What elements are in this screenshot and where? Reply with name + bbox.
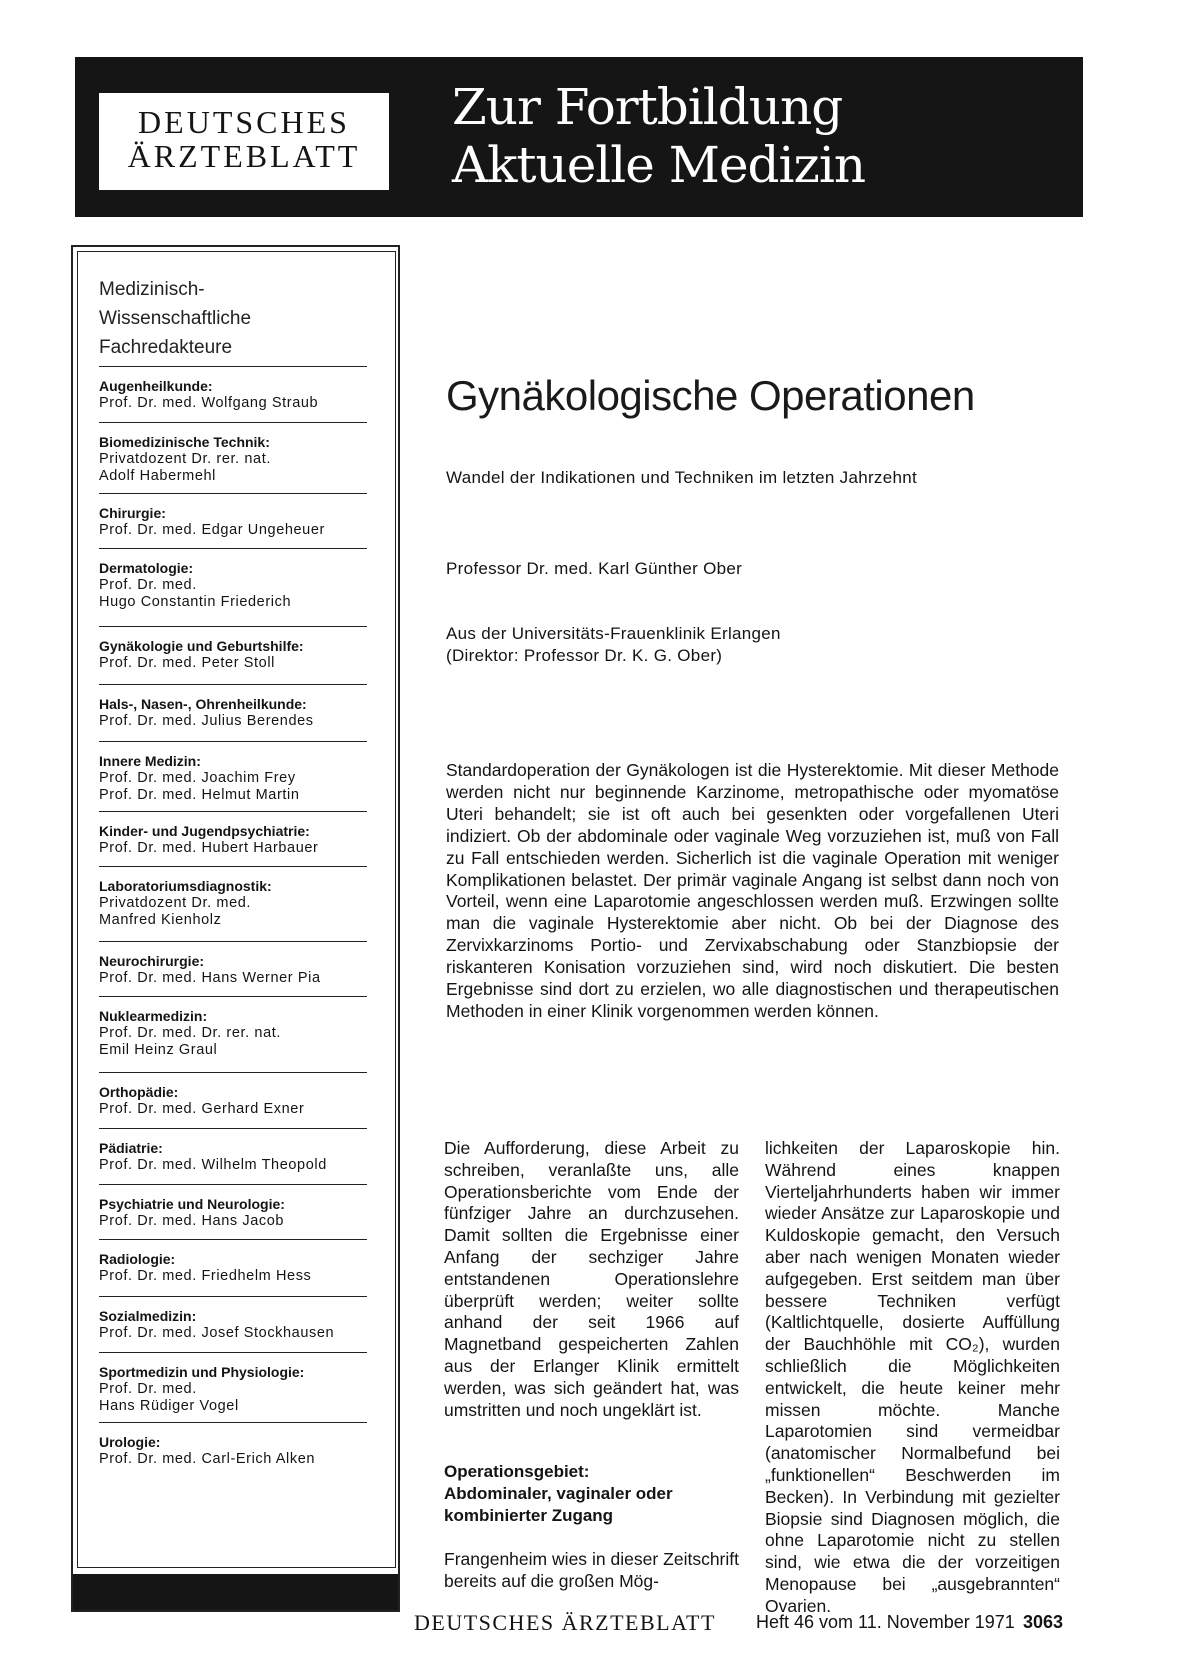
specialty-label: Orthopädie: [99, 1084, 179, 1100]
editor-name-line: Prof. Dr. med. Wilhelm Theopold [99, 1157, 327, 1173]
editor-name-line: Prof. Dr. med. Julius Berendes [99, 713, 314, 729]
editor-section [99, 1352, 367, 1415]
section-divider [99, 1296, 367, 1297]
specialty-label: Dermatologie: [99, 560, 194, 576]
specialty-label: Kinder- und Jugendpsychiatrie: [99, 823, 310, 839]
section-divider [99, 1072, 367, 1073]
heading-line: Operationsgebiet: [444, 1462, 590, 1482]
section-divider [99, 422, 367, 423]
section-divider [99, 941, 367, 942]
editor-name-line: Prof. Dr. med. Dr. rer. nat. [99, 1025, 281, 1041]
article-author: Professor Dr. med. Karl Günther Ober [446, 559, 743, 578]
section-divider [99, 866, 367, 867]
page-footer [0, 1610, 1178, 1640]
editor-section [99, 493, 367, 539]
editor-name-line: Prof. Dr. med. Edgar Ungeheuer [99, 522, 325, 538]
editor-name-line: Prof. Dr. med. Wolfgang Straub [99, 395, 319, 411]
specialty-label: Sportmedizin und Physiologie: [99, 1364, 305, 1380]
section-divider [99, 684, 367, 685]
editor-name-line: Prof. Dr. med. Hans Jacob [99, 1213, 285, 1229]
editor-section [99, 1422, 367, 1468]
section-divider [99, 1128, 367, 1129]
editor-section [99, 684, 367, 730]
specialty-label: Urologie: [99, 1434, 161, 1450]
section-title-2: Aktuelle Medizin [452, 136, 866, 194]
editor-name-line: Prof. Dr. med. Carl-Erich Alken [99, 1451, 316, 1467]
body-paragraph: Frangenheim wies in dieser Zeitschrift bereits auf die großen Mög- [444, 1549, 739, 1592]
editor-name-line: Hugo Constantin Friederich [99, 594, 292, 610]
section-title-1: Zur Fortbildung [452, 78, 843, 136]
specialty-label: Psychiatrie und Neurologie: [99, 1196, 285, 1212]
sidebar-title-line: Fachredakteure [99, 337, 233, 358]
editor-name-line: Emil Heinz Graul [99, 1042, 218, 1058]
editor-section [99, 1072, 367, 1118]
specialty-label: Innere Medizin: [99, 753, 201, 769]
heading-line: kombinierter Zugang [444, 1506, 614, 1526]
article-title: Gynäkologische Operationen [446, 372, 975, 419]
section-divider [99, 1239, 367, 1240]
editor-name-line: Prof. Dr. med. Hubert Harbauer [99, 840, 319, 856]
section-divider [99, 366, 367, 367]
specialty-label: Biomedizinische Technik: [99, 434, 270, 450]
editor-section [99, 366, 367, 412]
section-divider [99, 493, 367, 494]
specialty-label: Nuklearmedizin: [99, 1008, 208, 1024]
editor-section [99, 626, 367, 672]
editor-section [99, 941, 367, 987]
article-affiliation [446, 623, 781, 667]
body-column-right [765, 1138, 1060, 1618]
editor-name-line: Prof. Dr. med. Gerhard Exner [99, 1101, 305, 1117]
article-subtitle: Wandel der Indikationen und Techniken im letzten Jahrzehnt [446, 468, 918, 487]
editor-name-line: Prof. Dr. med. Peter Stoll [99, 655, 275, 671]
editor-section [99, 741, 367, 804]
section-divider [99, 996, 367, 997]
editor-section [99, 1128, 367, 1174]
specialty-label: Hals-, Nasen-, Ohrenheilkunde: [99, 696, 307, 712]
editor-name-line: Prof. Dr. med. Joachim Frey [99, 770, 296, 786]
footer-page-number: 3063 [1023, 1612, 1064, 1632]
editor-section [99, 1239, 367, 1285]
affiliation-line: Aus der Universitäts-Frauenklinik Erlangen [446, 624, 781, 643]
editor-name-line: Prof. Dr. med. Helmut Martin [99, 787, 300, 803]
editor-name-line: Prof. Dr. med. [99, 577, 197, 593]
footer-issue: Heft 46 vom 11. November 1971 [756, 1612, 1015, 1632]
editor-name-line: Adolf Habermehl [99, 468, 216, 484]
editor-section [99, 1184, 367, 1230]
specialty-label: Chirurgie: [99, 505, 166, 521]
editor-name-line: Privatdozent Dr. rer. nat. [99, 451, 271, 467]
editor-section [99, 548, 367, 611]
logo-line-2: ÄRZTEBLATT [127, 138, 361, 174]
editor-name-line: Prof. Dr. med. [99, 1381, 197, 1397]
section-heading [444, 1461, 739, 1527]
body-paragraph: Die Aufforderung, diese Arbeit zu schreiben, veranlaßte uns, alle Operationsberichte vom Ende der fünfziger Jahre an durchzusehen. Damit sollten die Ergebnisse einer Anfang der sechziger Jahre entstandenen Operationslehre überprüft werden; weiter sollte anhand der seit 1966 auf Magnetband gespeicherten Zahlen aus der Erlanger Klinik ermittelt werden, was sich geändert hat, was umstritten und noch ungeklärt ist. [444, 1138, 739, 1420]
section-divider [99, 548, 367, 549]
body-paragraph: lichkeiten der Laparoskopie hin. Während eines knappen Vierteljahrhunderts haben wir immer wieder Ansätze zur Laparoskopie und Kuldoskopie gemacht, den Versuch aber nach wenigen Monaten wieder aufgegeben. Erst seitdem man über bessere Techniken verfügt (Kaltlichtquelle, dosierte Auffüllung der Bauchhöhle mit CO₂), wurden schließlich die Möglichkeiten entwickelt, die heute keiner mehr missen möchte. Manche Laparotomien sind vermeidbar (anatomischer Normalbefund bei „funktionellen“ Beschwerden im Becken). In Verbindung mit gezielter Biopsie sind Diagnosen möglich, die ohne Laparotomie nicht zu stellen sind, wie etwa die der vorzeitigen Menopause bei „ausgebrannten“ Ovarien. [765, 1138, 1060, 1616]
sidebar-title-line: Medizinisch- [99, 279, 205, 300]
editor-name-line: Hans Rüdiger Vogel [99, 1398, 239, 1414]
editor-section [99, 422, 367, 485]
affiliation-line: (Direktor: Professor Dr. K. G. Ober) [446, 646, 723, 665]
logo-line-1: DEUTSCHES [138, 104, 350, 140]
specialty-label: Radiologie: [99, 1251, 176, 1267]
journal-logo [99, 93, 389, 190]
editor-section [99, 1296, 367, 1342]
section-divider [99, 626, 367, 627]
specialty-label: Laboratoriumsdiagnostik: [99, 878, 272, 894]
editor-name-line: Prof. Dr. med. Josef Stockhausen [99, 1325, 335, 1341]
editor-name-line: Prof. Dr. med. Hans Werner Pia [99, 970, 321, 986]
specialty-label: Gynäkologie und Geburtshilfe: [99, 638, 304, 654]
sidebar-footer-bar [73, 1574, 398, 1610]
editor-name-line: Prof. Dr. med. Friedhelm Hess [99, 1268, 312, 1284]
body-column-left [444, 1138, 739, 1593]
sidebar-title-line: Wissenschaftliche [99, 308, 252, 329]
specialty-label: Sozialmedizin: [99, 1308, 197, 1324]
specialty-label: Pädiatrie: [99, 1140, 163, 1156]
section-divider [99, 1352, 367, 1353]
specialty-label: Neurochirurgie: [99, 953, 205, 969]
heading-line: Abdominaler, vaginaler oder [444, 1484, 673, 1504]
section-divider [99, 741, 367, 742]
editor-section [99, 996, 367, 1059]
article-abstract: Standardoperation der Gynäkologen ist die Hysterektomie. Mit dieser Methode werden nicht nur beginnende Karzinome, metropathische oder myomatöse Uteri behandelt; sie ist oft auch bei gesenkten oder vorgefallenen Uteri indiziert. Ob der abdominale oder vaginale Weg vorzuziehen ist, muß von Fall zu Fall entschieden werden. Sicherlich ist die vaginale Operation mit weniger Komplikationen belastet. Der primär vaginale Angang ist selbst dann noch von Vorteil, wenn eine Laparotomie angeschlossen werden muß. Erzwingen sollte man die vaginale Hysterektomie aber nicht. Ob bei der Diagnose des Zervixkarzinoms Portio- und Zervixabschabung oder Stanzbiopsie der riskanteren Konisation vorzuziehen sind, wird noch diskutiert. Die besten Ergebnisse sind dort zu erzielen, wo alle diagnostischen und therapeutischen Methoden in einer Klinik vorgenommen werden können. [446, 760, 1059, 1021]
section-divider [99, 811, 367, 812]
sidebar-title [99, 275, 251, 362]
editor-section [99, 866, 367, 929]
editor-name-line: Privatdozent Dr. med. [99, 895, 252, 911]
section-divider [99, 1184, 367, 1185]
footer-journal: DEUTSCHES ÄRZTEBLATT [414, 1610, 716, 1635]
section-divider [99, 1422, 367, 1423]
specialty-label: Augenheilkunde: [99, 378, 213, 394]
editor-section [99, 811, 367, 857]
editor-name-line: Manfred Kienholz [99, 912, 222, 928]
